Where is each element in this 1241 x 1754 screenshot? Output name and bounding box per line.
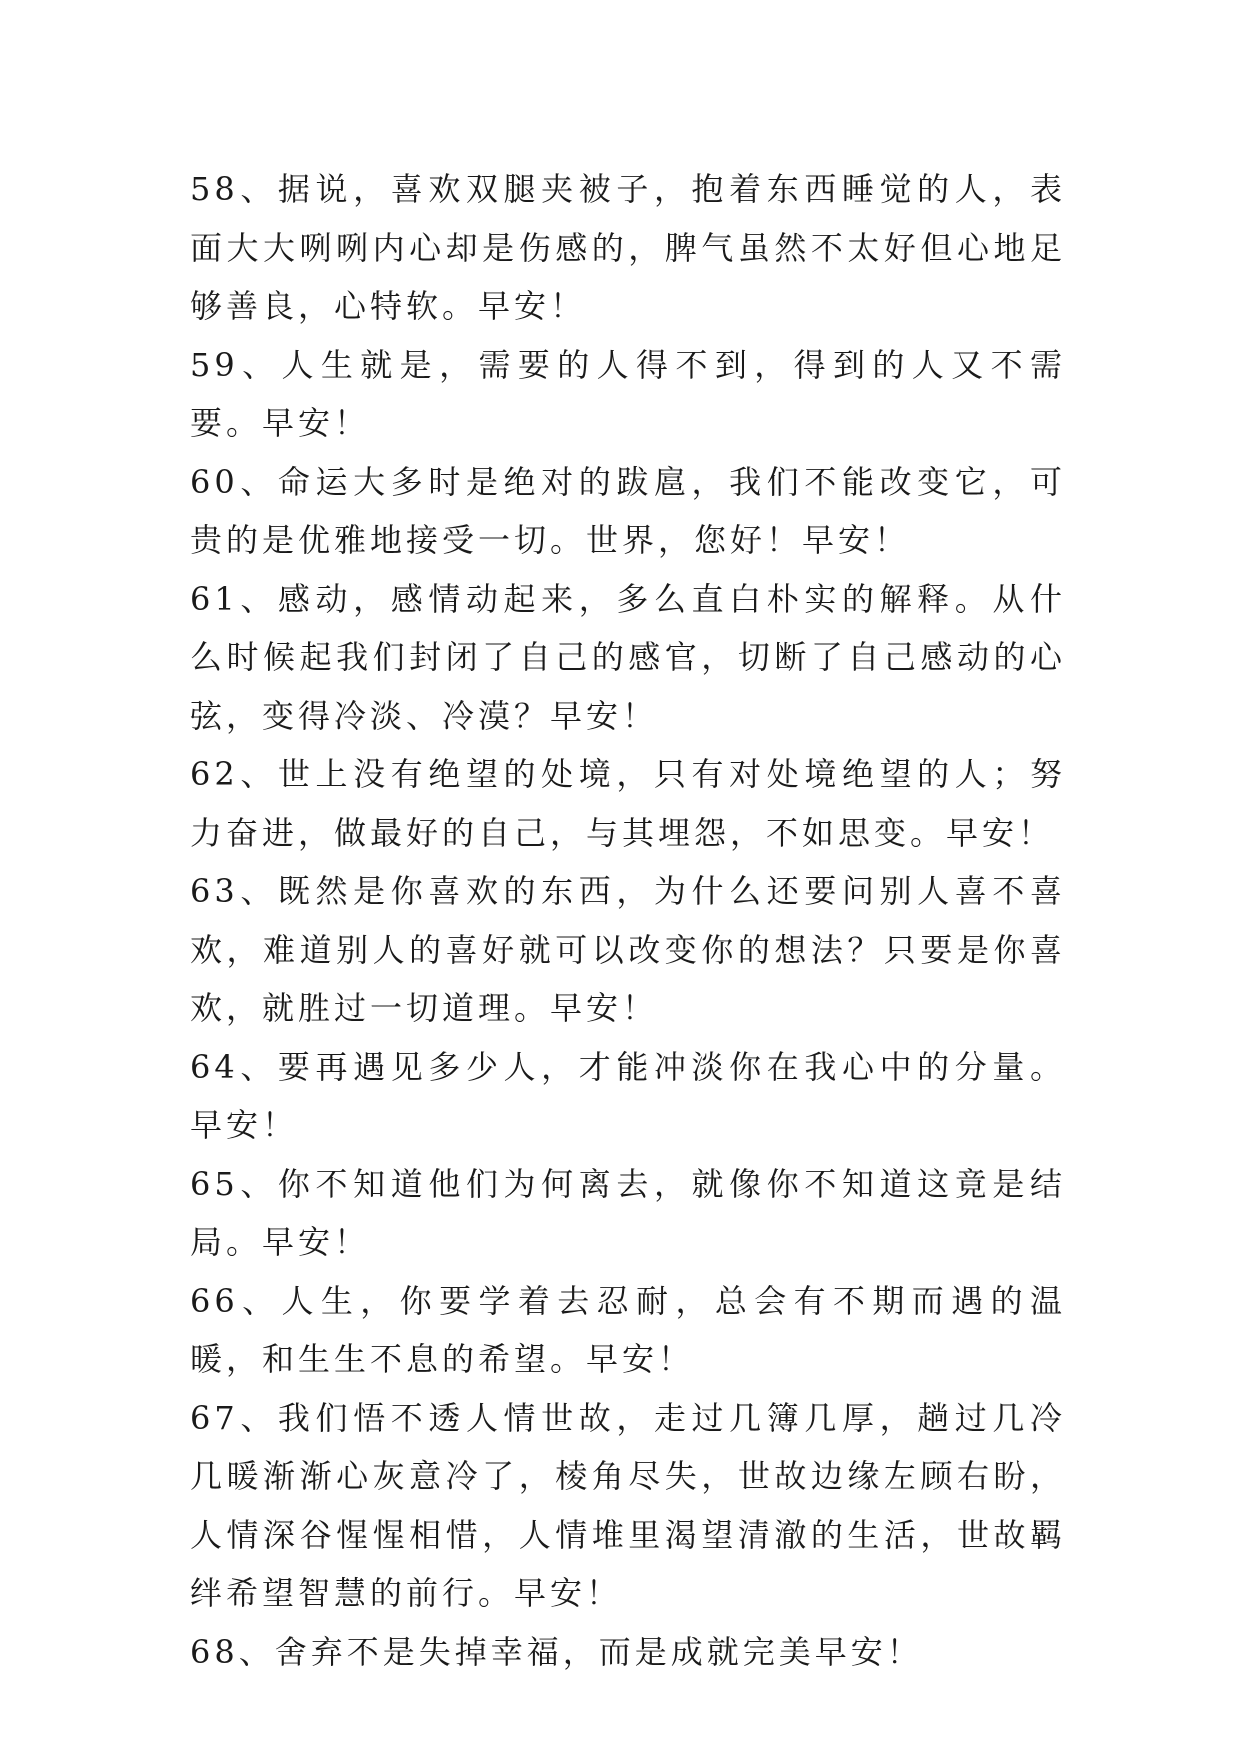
- entry-67: 67、我们悟不透人情世故，走过几簿几厚，趟过几冷几暖渐渐心灰意冷了，棱角尽失，世故边缘左顾右盼，人情深谷惺惺相惜，人情堆里渴望清澈的生活，世故羁绊希望智慧的前行。早安！: [190, 1398, 1066, 1612]
- entry-64: 64、要再遇见多少人，才能冲淡你在我心中的分量。早安！: [190, 1047, 1066, 1144]
- entry-60: 60、命运大多时是绝对的跋扈，我们不能改变它，可贵的是优雅地接受一切。世界，您好！早安！: [190, 462, 1066, 559]
- text-body: [190, 160, 1066, 1681]
- entry-58: 58、据说，喜欢双腿夹被子，抱着东西睡觉的人，表面大大咧咧内心却是伤感的，脾气虽然不太好但心地足够善良，心特软。早安！: [190, 170, 1066, 325]
- entry-62: 62、世上没有绝望的处境，只有对处境绝望的人；努力奋进，做最好的自己，与其埋怨，不如思变。早安！: [190, 755, 1066, 852]
- entry-66: 66、人生，你要学着去忍耐，总会有不期而遇的温暖，和生生不息的希望。早安！: [190, 1281, 1066, 1378]
- entry-59: 59、人生就是，需要的人得不到，得到的人又不需要。早安！: [190, 345, 1066, 442]
- entry-63: 63、既然是你喜欢的东西，为什么还要问别人喜不喜欢，难道别人的喜好就可以改变你的想法？只要是你喜欢，就胜过一切道理。早安！: [190, 872, 1066, 1027]
- entry-65: 65、你不知道他们为何离去，就像你不知道这竟是结局。早安！: [190, 1164, 1066, 1261]
- entry-68: 68、舍弃不是失掉幸福，而是成就完美早安！: [190, 1632, 923, 1671]
- entry-61: 61、感动，感情动起来，多么直白朴实的解释。从什么时候起我们封闭了自己的感官，切断了自己感动的心弦，变得冷淡、冷漠？早安！: [190, 579, 1066, 735]
